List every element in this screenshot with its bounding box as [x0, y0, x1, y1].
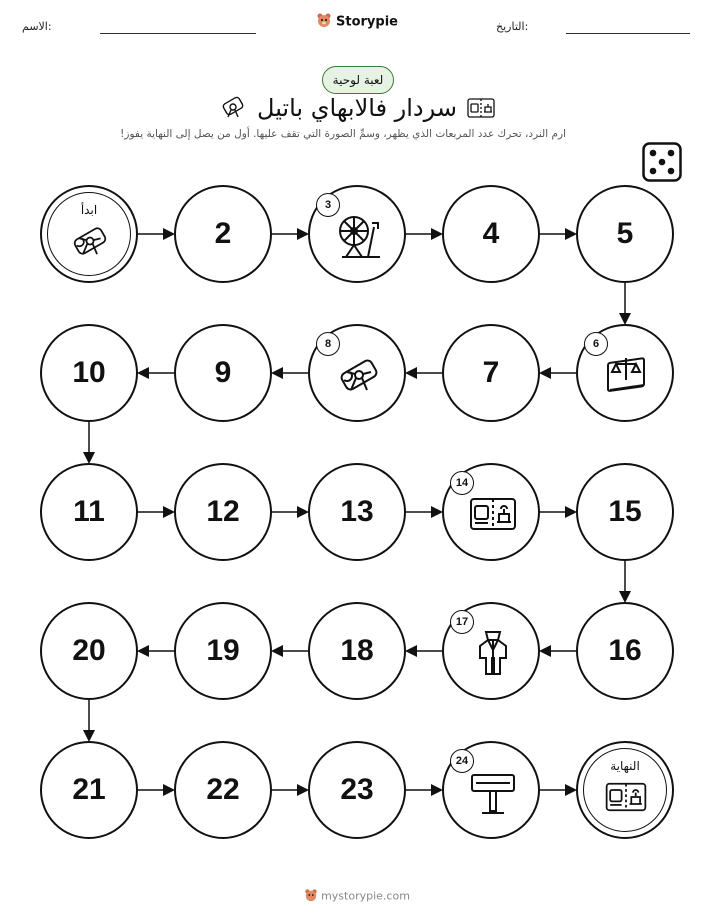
start-label: ابدأ	[80, 203, 98, 217]
board-cell-3	[308, 185, 406, 283]
date-label: التاريخ:	[496, 20, 529, 33]
spinning-wheel-icon	[334, 211, 384, 261]
ticket-icon	[468, 489, 518, 539]
cell-number: 22	[206, 773, 240, 806]
cell-number: 13	[340, 495, 374, 528]
cell-number-badge: 24	[450, 749, 474, 773]
cell-number: 12	[206, 495, 240, 528]
cell-number: 16	[608, 634, 642, 667]
board-cell-1	[40, 185, 138, 283]
cell-number-badge: 6	[584, 332, 608, 356]
ticket-icon	[604, 775, 648, 819]
page-title: سردار فالابهاي باتيل	[257, 94, 457, 122]
board-cell-11	[40, 463, 138, 561]
cell-number: 5	[616, 217, 634, 250]
board-cell-12	[174, 463, 272, 561]
cell-number-badge: 14	[450, 471, 474, 495]
cell-number: 9	[214, 356, 232, 389]
suit-icon	[468, 628, 518, 678]
board-cell-9	[174, 324, 272, 422]
board-cell-15	[576, 463, 674, 561]
board-cell-13	[308, 463, 406, 561]
board-cell-17	[442, 602, 540, 700]
board-cell-2	[174, 185, 272, 283]
cell-number: 21	[72, 773, 106, 806]
instructions: ارم النرد، تحرك عدد المربعات الذي يظهر، وسمِّ الصورة التي تقف عليها. أول من يصل إلى النهاية يفوز!	[120, 128, 566, 140]
cell-number: 11	[73, 495, 105, 528]
board-cell-6	[576, 324, 674, 422]
footer	[0, 888, 714, 905]
bear-icon	[304, 888, 318, 905]
scroll-icon	[68, 219, 112, 263]
board-cell-25	[576, 741, 674, 839]
cell-number-badge: 17	[450, 610, 474, 634]
scroll-icon	[334, 350, 384, 400]
end-label: النهاية	[610, 759, 640, 773]
board-cell-10	[40, 324, 138, 422]
cell-number: 7	[482, 356, 500, 389]
board-cell-20	[40, 602, 138, 700]
cell-number-badge: 8	[316, 332, 340, 356]
game-type-badge: لعبة لوحية	[322, 66, 394, 94]
cell-number: 18	[340, 634, 374, 667]
board-cell-4	[442, 185, 540, 283]
board-cell-16	[576, 602, 674, 700]
cell-number: 23	[340, 773, 374, 806]
name-label: الاسم:	[22, 20, 52, 33]
cell-number: 4	[482, 217, 500, 250]
board-cell-24	[442, 741, 540, 839]
board-cell-23	[308, 741, 406, 839]
cell-number: 2	[214, 217, 232, 250]
board-cell-22	[174, 741, 272, 839]
footer-url: mystorypie.com	[321, 889, 410, 903]
board-cell-7	[442, 324, 540, 422]
cell-number: 19	[206, 634, 240, 667]
board-cell-18	[308, 602, 406, 700]
board-cell-21	[40, 741, 138, 839]
cell-number-badge: 3	[316, 193, 340, 217]
board-cell-14	[442, 463, 540, 561]
board-cell-19	[174, 602, 272, 700]
cell-number: 15	[608, 495, 642, 528]
cell-number: 20	[72, 634, 106, 667]
law-book-icon	[602, 350, 652, 400]
board-cell-8	[308, 324, 406, 422]
board-cell-5	[576, 185, 674, 283]
brand-name: Storypie	[336, 14, 398, 30]
signpost-icon	[468, 767, 518, 817]
cell-number: 10	[72, 356, 106, 389]
